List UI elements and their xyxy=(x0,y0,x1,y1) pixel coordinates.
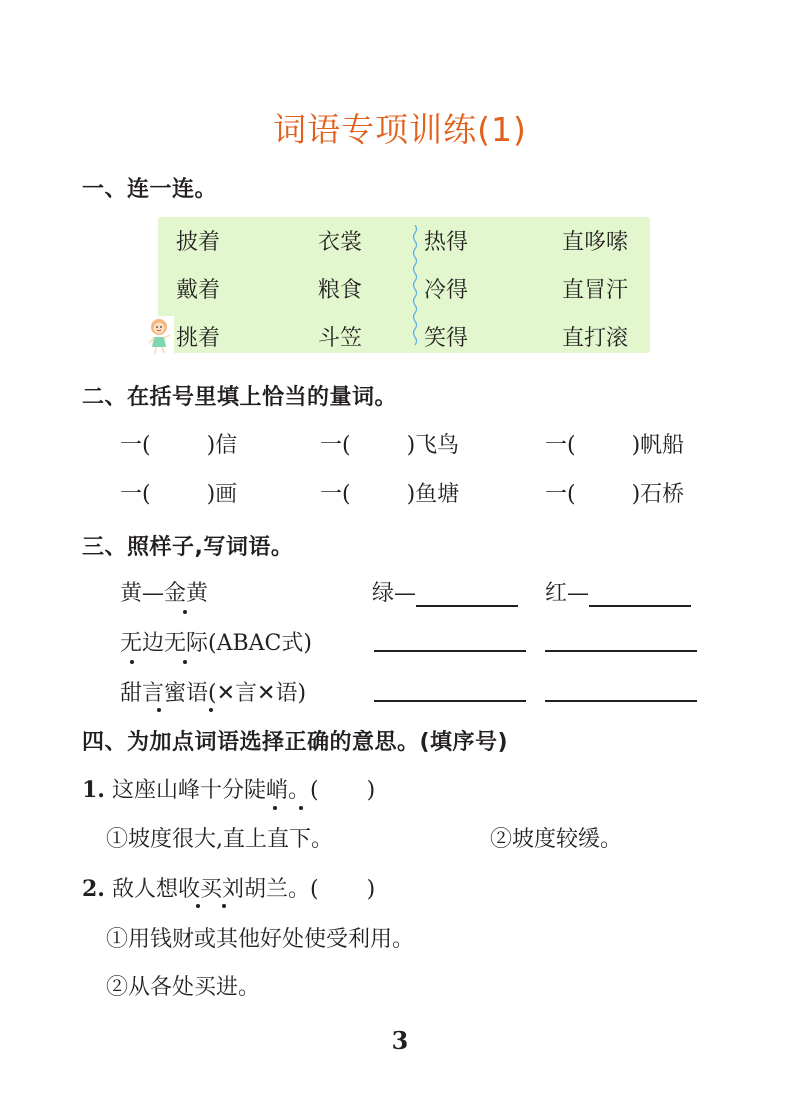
emphasis-dot xyxy=(299,806,303,810)
match-item[interactable]: 披着 xyxy=(176,230,221,255)
match-item[interactable]: 笑得 xyxy=(424,326,469,351)
section1-heading: 一、连一连。 xyxy=(82,177,218,202)
measure-word-item: 一( )鱼塘 xyxy=(320,482,460,507)
answer-line[interactable] xyxy=(374,626,526,652)
match-item[interactable]: 直冒汗 xyxy=(562,278,629,303)
option: ①用钱财或其他好处使受利用。 xyxy=(106,927,415,952)
section3-heading: 三、照样子,写词语。 xyxy=(82,535,294,560)
example-word: 甜言蜜语(✕言✕语) xyxy=(120,681,307,706)
measure-word-item: 一( )石桥 xyxy=(545,482,685,507)
measure-word-item: 一( )帆船 xyxy=(545,433,685,458)
match-item[interactable]: 斗笠 xyxy=(318,326,363,351)
option: ①坡度很大,直上直下。 xyxy=(106,827,333,852)
option: ②从各处买进。 xyxy=(106,975,261,1000)
measure-word-item: 一( )画 xyxy=(120,482,238,507)
section4-heading: 四、为加点词语选择正确的意思。(填序号) xyxy=(82,730,509,755)
answer-line[interactable] xyxy=(545,626,697,652)
emphasis-dot xyxy=(130,660,134,664)
page-title: 词语专项训练(1) xyxy=(273,110,527,149)
answer-line[interactable] xyxy=(374,676,526,702)
match-item[interactable]: 直打滚 xyxy=(562,326,629,351)
question-1: 1. 这座山峰十分陡峭。( ) xyxy=(82,777,376,803)
question-2: 2. 敌人想收买刘胡兰。( ) xyxy=(82,876,376,902)
option: ②坡度较缓。 xyxy=(490,827,623,852)
match-item[interactable]: 热得 xyxy=(424,230,469,255)
measure-word-item: 一( )飞鸟 xyxy=(320,433,460,458)
emphasis-dot xyxy=(196,904,200,908)
matching-box xyxy=(158,217,650,353)
prompt-red: 红— xyxy=(545,576,691,607)
measure-word-item: 一( )信 xyxy=(120,433,238,458)
matching-row xyxy=(158,321,650,361)
prompt-green: 绿— xyxy=(372,576,518,607)
emphasis-dot xyxy=(183,660,187,664)
answer-line[interactable] xyxy=(416,581,518,607)
matching-row xyxy=(158,225,650,265)
answer-line[interactable] xyxy=(589,581,691,607)
matching-row xyxy=(158,273,650,313)
match-item[interactable]: 戴着 xyxy=(176,278,221,303)
emphasis-dot xyxy=(157,708,161,712)
answer-line[interactable] xyxy=(545,676,697,702)
emphasis-dot xyxy=(273,806,277,810)
emphasis-dot xyxy=(222,904,226,908)
emphasis-dot xyxy=(183,610,187,614)
match-item[interactable]: 粮食 xyxy=(318,278,363,303)
section2-heading: 二、在括号里填上恰当的量词。 xyxy=(82,385,398,410)
emphasis-dot xyxy=(209,708,213,712)
match-item[interactable]: 冷得 xyxy=(424,278,469,303)
match-item[interactable]: 挑着 xyxy=(176,326,221,351)
example-word: 黄—金黄 xyxy=(120,581,209,606)
cartoon-girl-icon xyxy=(146,316,174,356)
example-word: 无边无际(ABAC式) xyxy=(120,631,312,656)
page-number: 3 xyxy=(391,1026,409,1055)
match-item[interactable]: 衣裳 xyxy=(318,230,363,255)
match-item[interactable]: 直哆嗦 xyxy=(562,230,629,255)
